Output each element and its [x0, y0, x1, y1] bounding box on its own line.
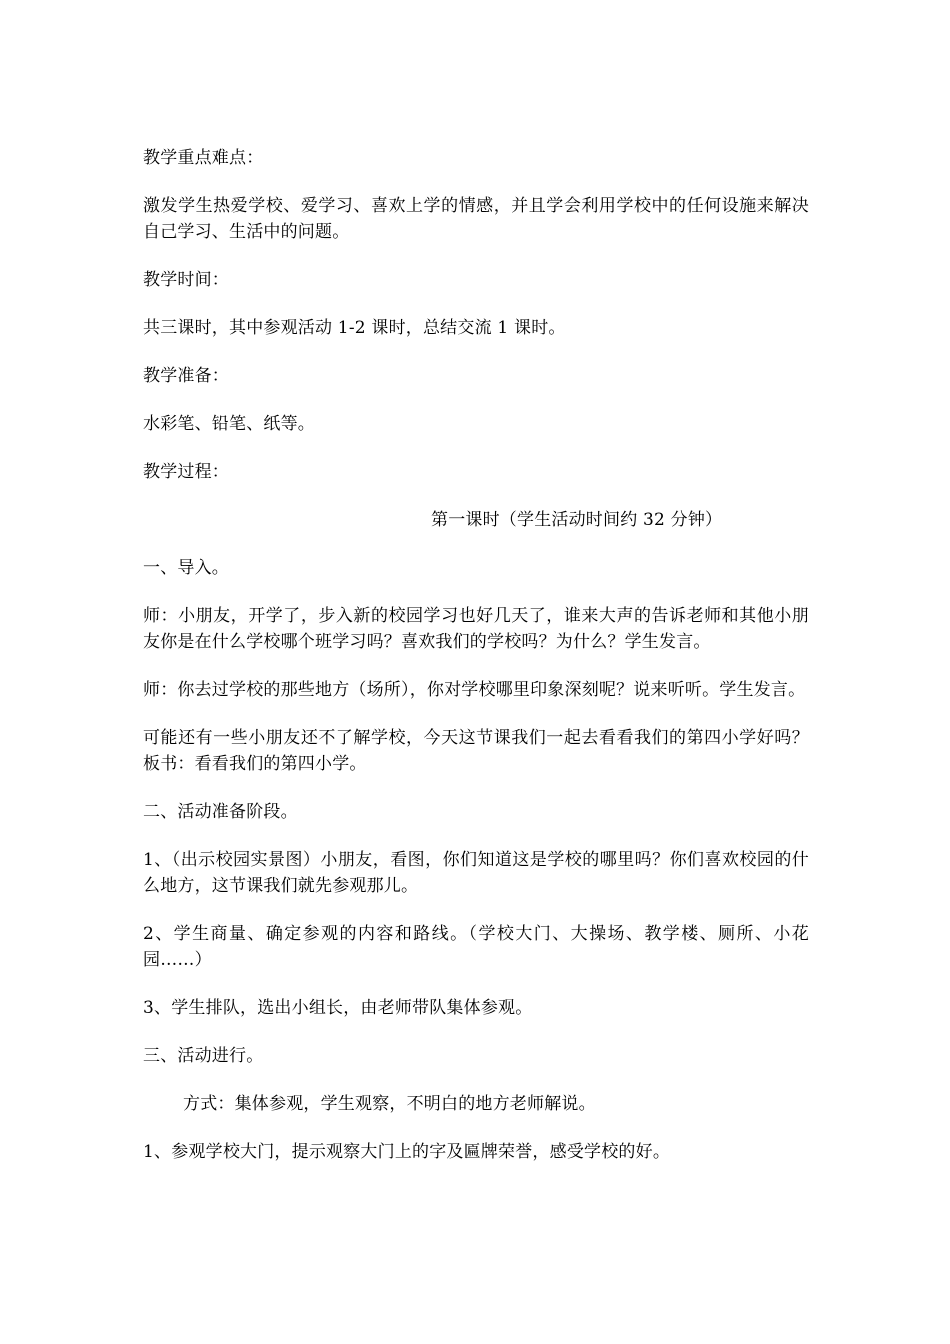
document-body	[143, 145, 809, 1187]
section-heading-process: 教学过程：	[143, 462, 229, 482]
intro-paragraph-3: 可能还有一些小朋友还不了解学校，今天这节课我们一起去看看我们的第四小学好吗？板书：看看我们的第四小学。	[143, 728, 809, 774]
step-heading-intro: 一、导入。	[143, 558, 229, 578]
section-heading-preparation: 教学准备：	[143, 366, 229, 386]
step-heading-activity: 三、活动进行。	[143, 1046, 264, 1066]
step-heading-preparation: 二、活动准备阶段。	[143, 802, 298, 822]
section-heading-key-points: 教学重点难点：	[143, 148, 264, 168]
preparation-item-3: 3、学生排队，选出小组长，由老师带队集体参观。	[143, 998, 533, 1018]
activity-method: 方式：集体参观，学生观察，不明白的地方老师解说。	[183, 1094, 596, 1114]
section-heading-time: 教学时间：	[143, 270, 229, 290]
activity-item-1: 1、参观学校大门，提示观察大门上的字及匾牌荣誉，感受学校的好。	[143, 1142, 671, 1162]
preparation-item-2: 2、学生商量、确定参观的内容和路线。（学校大门、大操场、教学楼、厕所、小花园……）	[143, 924, 809, 970]
key-points-text: 激发学生热爱学校、爱学习、喜欢上学的情感，并且学会利用学校中的任何设施来解决自己学习、生活中的问题。	[143, 196, 809, 242]
intro-paragraph-2: 师：你去过学校的那些地方（场所），你对学校哪里印象深刻呢？说来听听。学生发言。	[143, 680, 806, 700]
intro-paragraph-1: 师：小朋友，开学了，步入新的校园学习也好几天了，谁来大声的告诉老师和其他小朋友你是在什么学校哪个班学习吗？喜欢我们的学校吗？为什么？学生发言。	[143, 606, 809, 652]
time-text: 共三课时，其中参观活动 1-2 课时，总结交流 1 课时。	[143, 318, 566, 338]
lesson-title: 第一课时（学生活动时间约 32 分钟）	[431, 510, 723, 530]
preparation-text: 水彩笔、铅笔、纸等。	[143, 414, 315, 434]
preparation-item-1: 1、（出示校园实景图）小朋友，看图，你们知道这是学校的哪里吗？你们喜欢校园的什么地方，这节课我们就先参观那儿。	[143, 850, 809, 896]
